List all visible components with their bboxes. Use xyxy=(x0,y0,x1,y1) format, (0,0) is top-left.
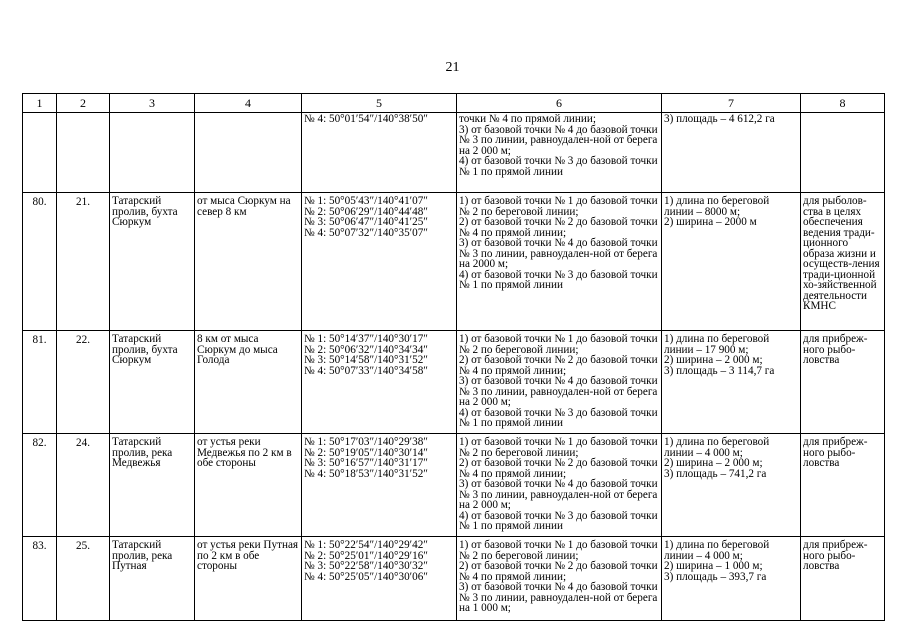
dimensions: 3) площадь – 4 612,2 га xyxy=(662,113,801,193)
water-body: Татарский пролив, река Путная xyxy=(110,537,195,621)
purpose: для рыболов-ства в целях обеспечения ведения тради-ционного образа жизни и осуществ-ления тради-ционной хо-зяйственной деятельности КМНС xyxy=(801,193,885,331)
header-cell: 6 xyxy=(457,94,662,113)
fishing-areas-table xyxy=(22,93,885,621)
header-cell: 1 xyxy=(23,94,57,113)
coordinates: № 1: 50°17′03″/140°29′38″ № 2: 50°19′05″/140°30′14″ № 3: 50°16′57″/140°31′17″ № 4: 50°18′53″/140°31′52″ xyxy=(302,434,457,537)
water-body: Татарский пролив, бухта Сюркум xyxy=(110,193,195,331)
location: от мыса Сюркум на север 8 км xyxy=(195,193,302,331)
coordinates: № 1: 50°14′37″/140°30′17″ № 2: 50°06′32″/140°34′34″ № 3: 50°14′58″/140°31′52″ № 4: 50°07′33″/140°34′58″ xyxy=(302,331,457,434)
water-body: Татарский пролив, бухта Сюркум xyxy=(110,331,195,434)
row-number xyxy=(23,113,57,193)
header-cell: 2 xyxy=(57,94,110,113)
dimensions: 1) длина по береговой линии – 4 000 м; 2) ширина – 2 000 м; 3) площадь – 741,2 га xyxy=(662,434,801,537)
purpose: для прибреж-ного рыбо-ловства xyxy=(801,331,885,434)
dimensions: 1) длина по береговой линии – 17 900 м; 2) ширина – 2 000 м; 3) площадь – 3 114,7 га xyxy=(662,331,801,434)
dimensions: 1) длина по береговой линии – 4 000 м; 2) ширина – 1 000 м; 3) площадь – 393,7 га xyxy=(662,537,801,621)
header-cell: 7 xyxy=(662,94,801,113)
table-row xyxy=(23,193,885,331)
boundaries: 1) от базовой точки № 1 до базовой точки № 2 по береговой линии; 2) от базовой точки № 2 до базовой точки № 4 по прямой линии; 3) от базовой точки № 4 до базовой точки № 3 по линии, равноудален-ной от берега на 2 000 м; 4) от базовой точки № 3 до базовой точки № 1 по прямой линии xyxy=(457,434,662,537)
table-row xyxy=(23,113,885,193)
header-cell: 3 xyxy=(110,94,195,113)
area-number: 21. xyxy=(57,193,110,331)
boundaries: 1) от базовой точки № 1 до базовой точки № 2 по береговой линии; 2) от базовой точки № 2 до базовой точки № 4 по прямой линии; 3) от базовой точки № 4 до базовой точки № 3 по линии, равноудален-ной от берега на 2000 м; 4) от базовой точки № 3 до базовой точки № 1 по прямой линии xyxy=(457,193,662,331)
coordinates: № 1: 50°22′54″/140°29′42″ № 2: 50°25′01″/140°29′16″ № 3: 50°22′58″/140°30′32″ № 4: 50°25′05″/140°30′06″ xyxy=(302,537,457,621)
row-number: 82. xyxy=(23,434,57,537)
location: от устья реки Медвежья по 2 км в обе стороны xyxy=(195,434,302,537)
table-row xyxy=(23,434,885,537)
dimensions: 1) длина по береговой линии – 8000 м; 2) ширина – 2000 м xyxy=(662,193,801,331)
table-row xyxy=(23,331,885,434)
purpose xyxy=(801,113,885,193)
area-number: 24. xyxy=(57,434,110,537)
purpose: для прибреж-ного рыбо-ловства xyxy=(801,537,885,621)
table-row xyxy=(23,537,885,621)
header-cell: 8 xyxy=(801,94,885,113)
header-row xyxy=(23,94,885,113)
boundaries: точки № 4 по прямой линии; 3) от базовой точки № 4 до базовой точки № 3 по линии, равноудален-ной от берега на 2 000 м; 4) от базовой точки № 3 до базовой точки № 1 по прямой линии xyxy=(457,113,662,193)
location: от устья реки Путная по 2 км в обе стороны xyxy=(195,537,302,621)
area-number: 22. xyxy=(57,331,110,434)
page-number: 21 xyxy=(445,60,460,75)
purpose: для прибреж-ного рыбо-ловства xyxy=(801,434,885,537)
boundaries: 1) от базовой точки № 1 до базовой точки № 2 по береговой линии; 2) от базовой точки № 2 до базовой точки № 4 по прямой линии; 3) от базовой точки № 4 до базовой точки № 3 по линии, равноудален-ной от берега на 2 000 м; 4) от базовой точки № 3 до базовой точки № 1 по прямой линии xyxy=(457,331,662,434)
area-number xyxy=(57,113,110,193)
row-number: 83. xyxy=(23,537,57,621)
row-number: 81. xyxy=(23,331,57,434)
water-body xyxy=(110,113,195,193)
coordinates: № 4: 50°01′54″/140°38′50″ xyxy=(302,113,457,193)
boundaries: 1) от базовой точки № 1 до базовой точки № 2 по береговой линии; 2) от базовой точки № 2 до базовой точки № 4 по прямой линии; 3) от базовой точки № 4 до базовой точки № 3 по линии, равноудален-ной от берега на 1 000 м; xyxy=(457,537,662,621)
area-number: 25. xyxy=(57,537,110,621)
location xyxy=(195,113,302,193)
location: 8 км от мыса Сюркум до мыса Голода xyxy=(195,331,302,434)
coordinates: № 1: 50°05′43″/140°41′07″ № 2: 50°06′29″/140°44′48″ № 3: 50°06′47″/140°41′25″ № 4: 50°07′32″/140°35′07″ xyxy=(302,193,457,331)
row-number: 80. xyxy=(23,193,57,331)
header-cell: 5 xyxy=(302,94,457,113)
header-cell: 4 xyxy=(195,94,302,113)
water-body: Татарский пролив, река Медвежья xyxy=(110,434,195,537)
